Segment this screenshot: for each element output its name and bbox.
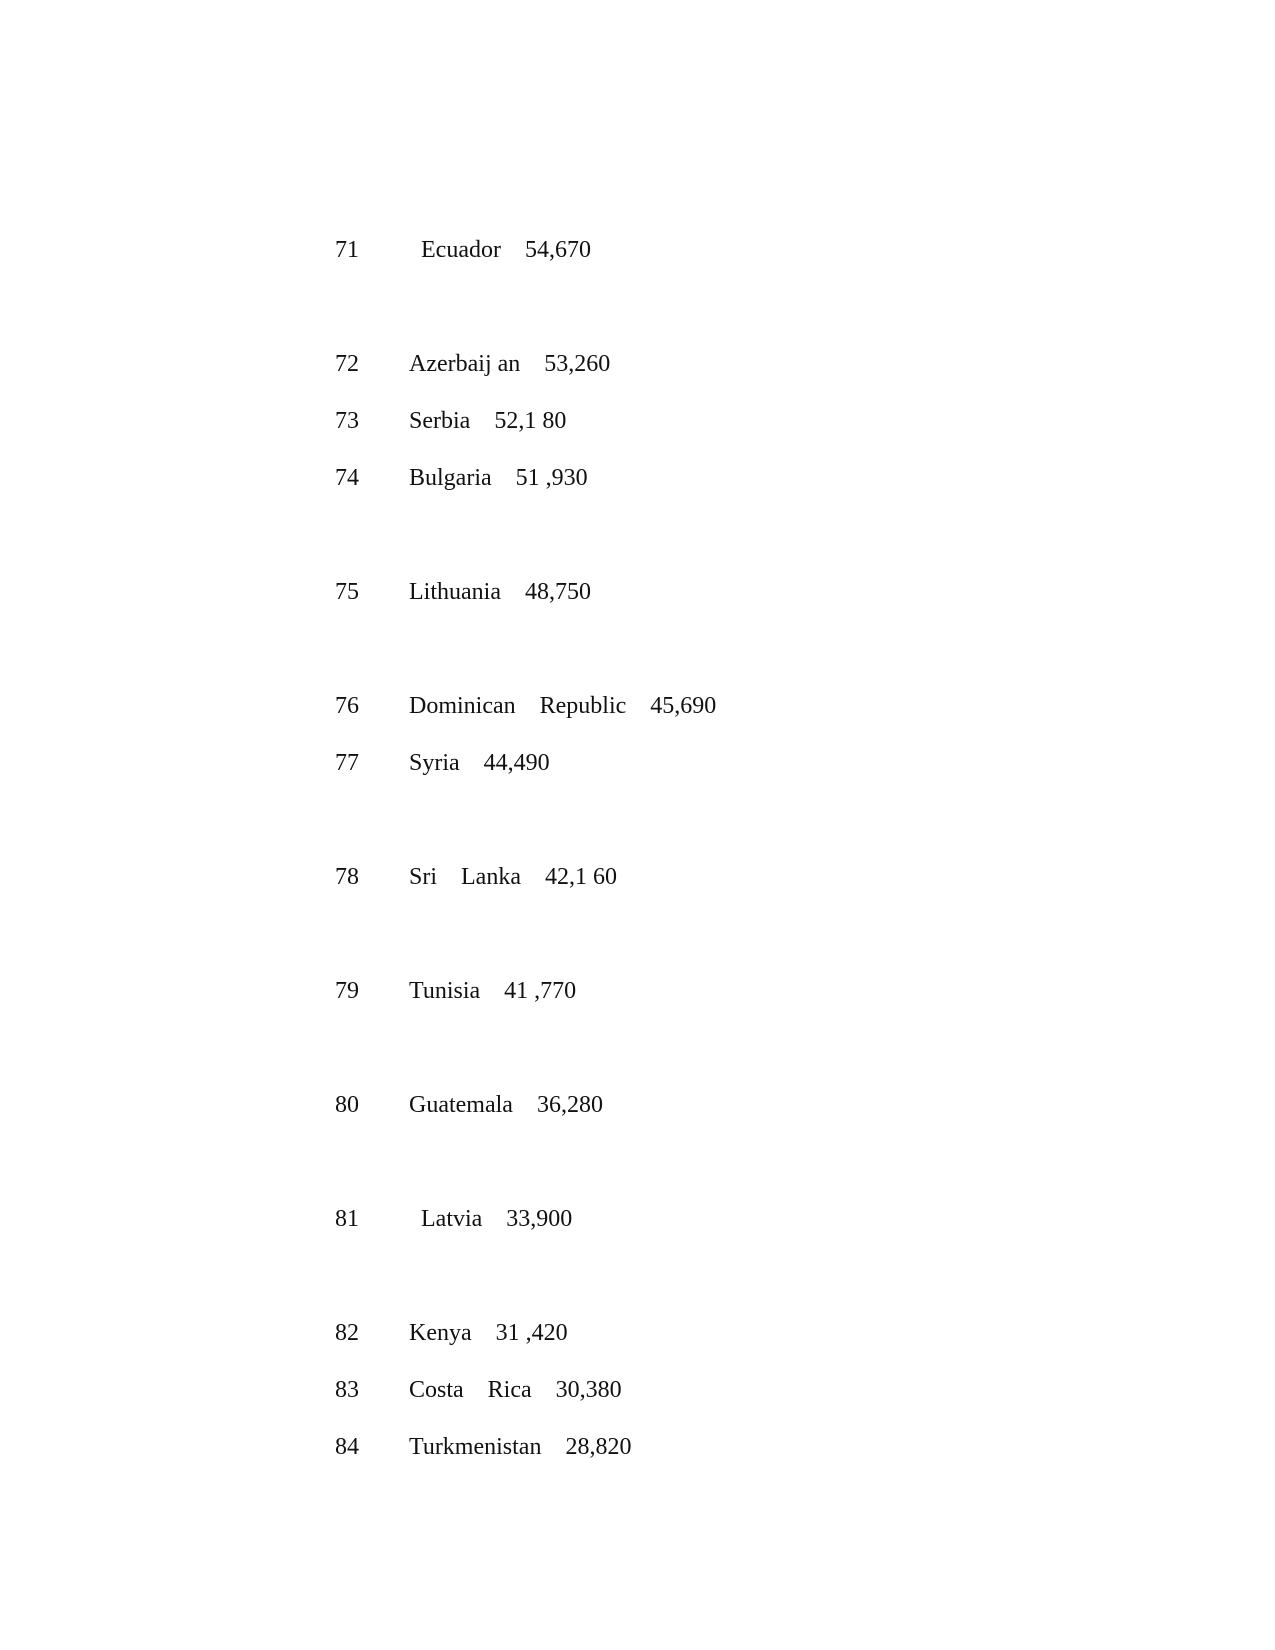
country-entry: Costa Rica 30,380 <box>409 1377 622 1403</box>
country-entry: Serbia 52,1 80 <box>409 408 567 434</box>
rank-number: 82 <box>335 1320 359 1346</box>
country-entry: Sri Lanka 42,1 60 <box>409 864 617 890</box>
country-entry: Ecuador 54,670 <box>421 237 591 263</box>
list-item <box>0 1199 1275 1239</box>
rank-number: 81 <box>335 1206 359 1232</box>
rank-number: 76 <box>335 693 359 719</box>
country-entry: Tunisia 41 ,770 <box>409 978 577 1004</box>
rank-number: 74 <box>335 465 359 491</box>
list-item <box>0 1427 1275 1467</box>
country-entry: Bulgaria 51 ,930 <box>409 465 588 491</box>
rank-number: 71 <box>335 237 359 263</box>
list-item <box>0 1313 1275 1353</box>
list-item <box>0 572 1275 612</box>
country-entry: Syria 44,490 <box>409 750 550 776</box>
list-item <box>0 857 1275 897</box>
rank-number: 72 <box>335 351 359 377</box>
list-item <box>0 686 1275 726</box>
list-item <box>0 1370 1275 1410</box>
list-item <box>0 743 1275 783</box>
list-item <box>0 344 1275 384</box>
rank-number: 78 <box>335 864 359 890</box>
country-entry: Latvia 33,900 <box>421 1206 573 1232</box>
country-entry: Lithuania 48,750 <box>409 579 591 605</box>
rank-number: 77 <box>335 750 359 776</box>
rank-number: 79 <box>335 978 359 1004</box>
rank-number: 84 <box>335 1434 359 1460</box>
rank-number: 73 <box>335 408 359 434</box>
country-entry: Turkmenistan 28,820 <box>409 1434 632 1460</box>
rank-number: 83 <box>335 1377 359 1403</box>
list-item <box>0 401 1275 441</box>
country-entry: Kenya 31 ,420 <box>409 1320 568 1346</box>
list-item <box>0 1085 1275 1125</box>
rank-number: 80 <box>335 1092 359 1118</box>
list-item <box>0 230 1275 270</box>
list-item <box>0 971 1275 1011</box>
list-item <box>0 458 1275 498</box>
country-entry: Azerbaij an 53,260 <box>409 351 611 377</box>
country-entry: Dominican Republic 45,690 <box>409 693 717 719</box>
country-entry: Guatemala 36,280 <box>409 1092 603 1118</box>
rank-number: 75 <box>335 579 359 605</box>
